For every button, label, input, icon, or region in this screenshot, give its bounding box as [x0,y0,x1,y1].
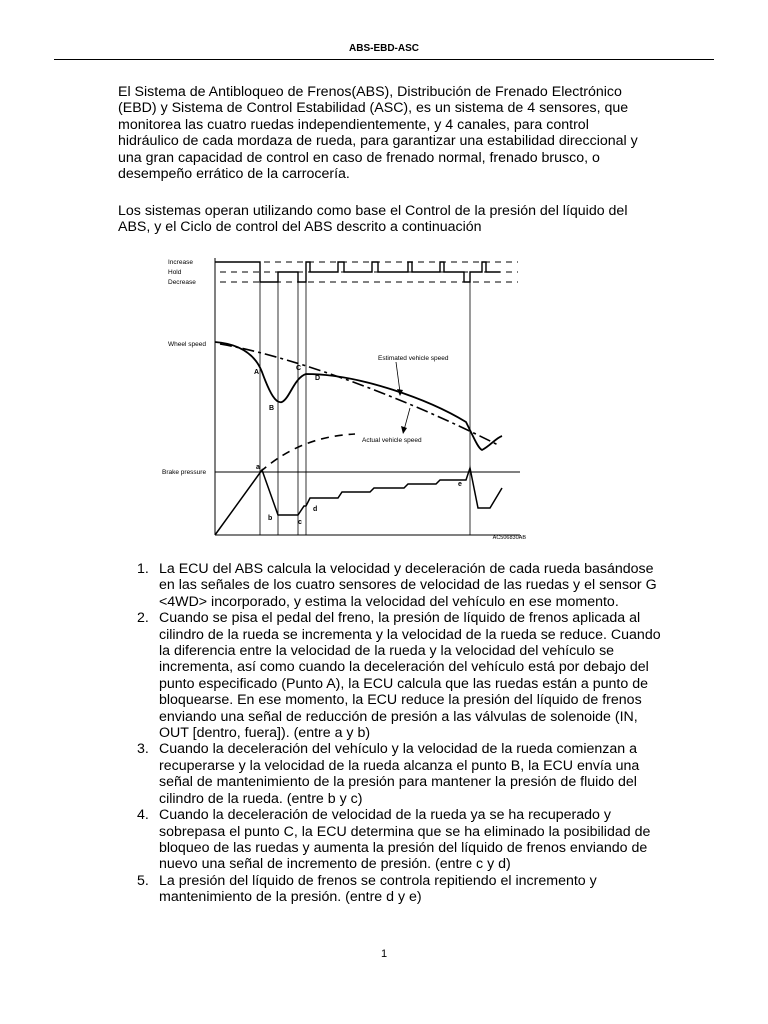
brake-pressure-label: Brake pressure [162,469,207,476]
increase-label: Increase [168,259,193,266]
point-b-label: b [268,515,273,522]
decrease-label: Decrease [168,279,196,286]
figure-code: AC506830AB [492,535,526,541]
list-item-number: 4. [137,807,149,824]
list-item [132,873,662,906]
estimated-speed-pointer [396,362,400,392]
list-item-text: La ECU del ABS calcula la velocidad y deceleración de cada rueda basándose en las señales de los cuatro sensores de velocidad de las ruedas y el sensor G <4WD> incorporado, y estima la velocidad del vehículo en ese momento. [159,561,657,610]
list-item-text: Cuando se pisa el pedal del freno, la presión de líquido de frenos aplicada al cilindro de la rueda se incrementa y la velocidad de la rueda se reduce. Cuando la diferencia entre la velocidad de la rueda y la velocidad del vehículo se incrementa, así como cuando la deceleración del vehículo está por debajo del punto especificado (Punto A), la ECU calcula que las ruedas están a punto de bloquearse. En ese momento, la ECU reduce la presión del líquido de frenos enviando una señal de reducción de presión a las válvulas de solenoide (IN, OUT [dentro, fuera]). (entre a y b) [159,610,661,742]
list-item-number: 3. [137,741,149,758]
list-item [132,807,662,873]
point-e-label: e [458,481,462,488]
intro-paragraph: El Sistema de Antibloqueo de Frenos(ABS), Distribución de Frenado Electrónico (EBD) y Sistema de Control Estabilidad (ASC), es un sistema de 4 sensores, que monitorea las cuatro ruedas independientemente, y 4 canales, para control hidráulico de cada mordaza de rueda, para garantizar una estabilidad direccional y una gran capacidad de control en caso de frenado normal, frenado brusco, o desempeño errático de la carrocería. [118,84,638,183]
wheel-speed-curve [215,342,502,450]
page-number: 1 [380,948,388,960]
actual-vehicle-speed-line [260,434,355,472]
estimated-vehicle-speed-line [220,344,500,446]
actual-speed-arrowhead [401,426,407,434]
point-B-label: B [269,405,275,412]
estimated-vehicle-speed-label: Estimated vehicle speed [378,355,449,362]
list-item-number: 1. [137,561,149,577]
operation-paragraph: Los sistemas operan utilizando como base el Control de la presión del líquido del ABS, y el Ciclo de control del ABS descrito a continuación [118,203,628,236]
actual-speed-pointer [404,408,410,430]
point-C-label: C [296,365,302,372]
list-item-number: 2. [137,610,149,627]
list-item [132,741,662,807]
list-item [132,561,662,610]
page-header-title: ABS-EBD-ASC [349,43,419,54]
actual-vehicle-speed-label: Actual vehicle speed [362,437,422,444]
point-A-label: A [254,369,260,376]
point-c-label: c [298,519,302,526]
list-item-text: Cuando la deceleración de velocidad de la rueda ya se ha recuperado y sobrepasa el punto C, la ECU determina que se ha eliminado la posibilidad de bloqueo de las ruedas y aumenta la presión del líquido de frenos enviando de nuevo una señal de incremento de presión. (entre c y d) [159,807,651,873]
wheel-speed-label: Wheel speed [168,341,206,348]
list-item-text: La presión del líquido de frenos se controla repitiendo el incremento y mantenimiento de la presión. (entre d y e) [159,872,597,906]
list-item-number: 5. [137,872,149,889]
point-D-label: D [315,375,321,382]
abs-steps-list [132,561,662,906]
point-a-label: a [256,464,260,471]
list-item-text: Cuando la deceleración del vehículo y la velocidad de la rueda comienzan a recuperarse y la velocidad de la rueda alcanza el punto B, la ECU envía una señal de mantenimiento de la presión para mantener la presión de fluido del cilindro de la rueda. (entre b y c) [159,741,640,807]
brake-pressure-trace [215,468,502,535]
header-divider [54,59,714,60]
list-item [132,610,662,741]
hold-label: Hold [168,269,182,276]
point-d-label: d [313,506,318,513]
abs-control-cycle-diagram [160,250,526,545]
